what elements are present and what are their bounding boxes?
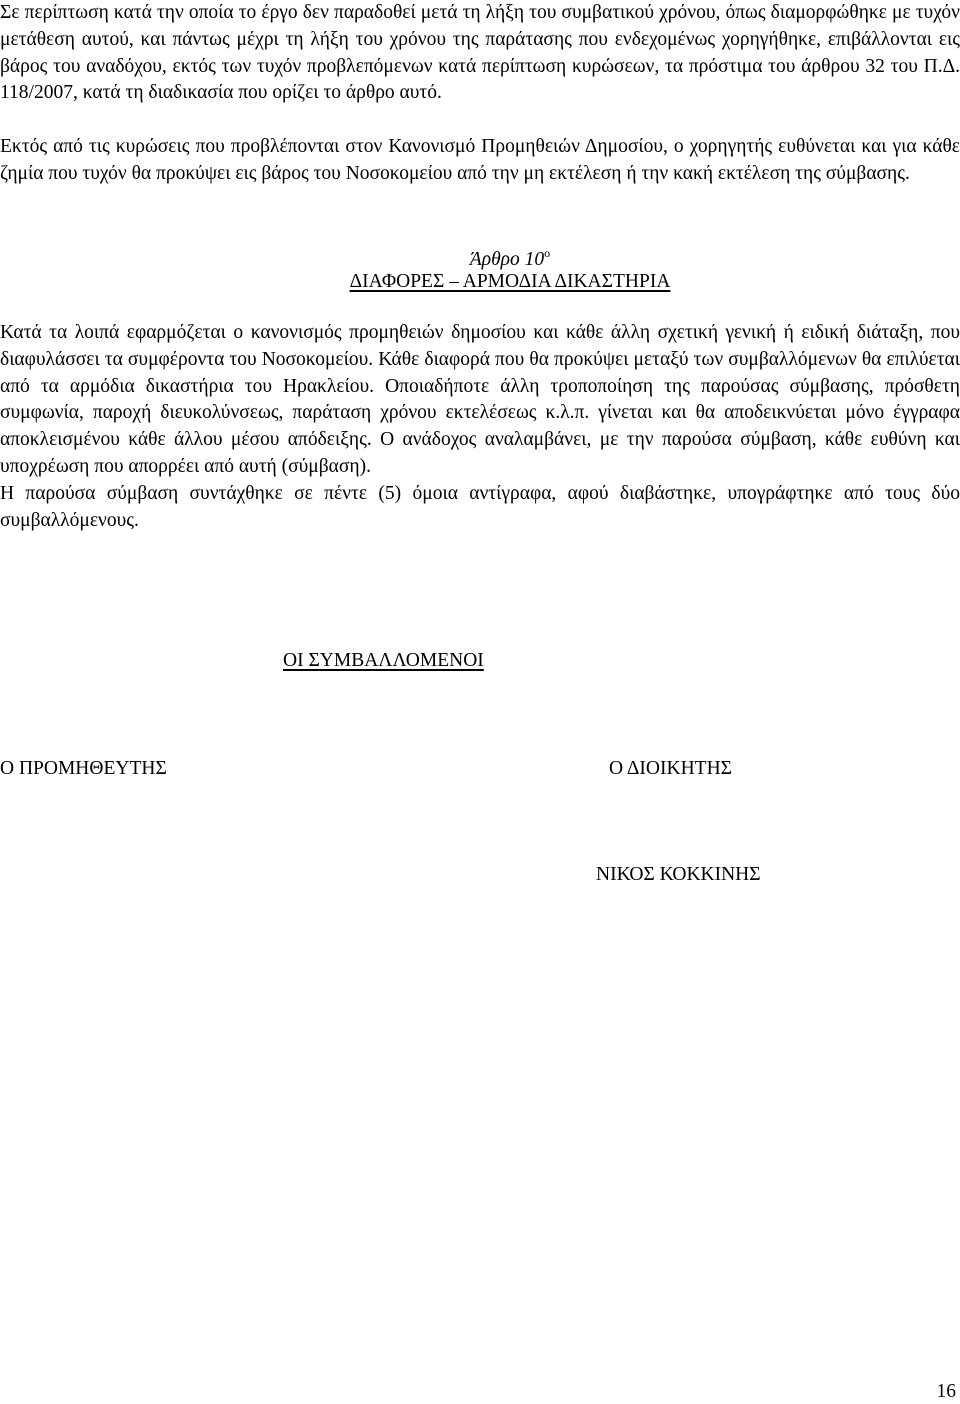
director-signature-label: Ο ΔΙΟΙΚΗΤΗΣ bbox=[609, 758, 732, 779]
page-number: 16 bbox=[936, 1381, 956, 1402]
article-title: ΔΙΑΦΟΡΕΣ – ΑΡΜΟΔΙΑ ΔΙΚΑΣΤΗΡΙΑ bbox=[349, 271, 671, 292]
paragraph-text: Εκτός από τις κυρώσεις που προβλέπονται στον Κανονισμό Προμηθειών Δημοσίου, ο χορηγητής ευθύνεται και για κάθε ζημία που τυχόν θα προκύψει εις βάρος του Νοσοκομείου από την μη εκτέλεση ή την κακή εκτέλεση της σύμβασης. bbox=[0, 136, 960, 184]
copies-paragraph: Η παρούσα σύμβαση συντάχθηκε σε πέντε (5) όμοια αντίγραφα, αφού διαβάστηκε, υπογράφτηκε από τους δύο συμβαλλόμενους. bbox=[0, 482, 960, 531]
contracting-parties-title: ΟΙ ΣΥΜΒΑΛΛΟΜΕΝΟΙ bbox=[283, 650, 484, 671]
article-label: Άρθρο 10 bbox=[469, 249, 545, 270]
director-name: ΝΙΚΟΣ ΚΟΚΚΙΝΗΣ bbox=[596, 864, 761, 885]
disputes-paragraph: Κατά τα λοιπά εφαρμόζεται ο κανονισμός προμηθειών δημοσίου και κάθε άλλη σχετική γενική ή ειδική διάταξη, που διαφυλάσσει τα συμφέροντα του Νοσοκομείου. Κάθε διαφορά που θα προκύψει μεταξύ των συμβαλλόμενων θα επιλύεται από τα αρμόδια δικαστήρια του Ηρακλείου. Οποιαδήποτε άλλη τροποποίηση της παρούσας σύμβασης, πρόσθετη συμφωνία, παροχή διευκολύνσεως, παράταση χρόνου εκτελέσεως κ.λ.π. γίνεται και θα αποδεικνύεται μόνο έγγραφα αποκλεισμένου κάθε άλλου μέσου απόδειξης. Ο ανάδοχος αναλαμβάνει, με την παρούσα σύμβαση, κάθε ευθύνη και υποχρέωση που απορρέει από αυτή (σύμβαση). bbox=[0, 322, 960, 477]
penalty-paragraph bbox=[0, 0, 960, 107]
article-superscript: ο bbox=[544, 246, 551, 260]
supplier-signature-label: Ο ΠΡΟΜΗΘΕΥΤΗΣ bbox=[0, 758, 167, 779]
paragraph-text: Σε περίπτωση κατά την οποία το έργο δεν παραδοθεί μετά τη λήξη του συμβατικού χρόνου, όπως διαμορφώθηκε με τυχόν μετάθεση αυτού, και πάντως μέχρι τη λήξη του χρόνου της παράτασης που ενδεχομένως χορηγήθηκε, επιβάλλονται εις βάρος του αναδόχου, εκτός των τυχόν προβλεπόμενων κατά περίπτωση κυρώσεων, τα πρόστιμα του άρθρου 32 του Π.Δ. 118/2007, κατά τη διαδικασία που ορίζει το άρθρο αυτό. bbox=[0, 2, 960, 104]
article-body bbox=[0, 320, 960, 534]
liability-paragraph bbox=[0, 134, 960, 188]
